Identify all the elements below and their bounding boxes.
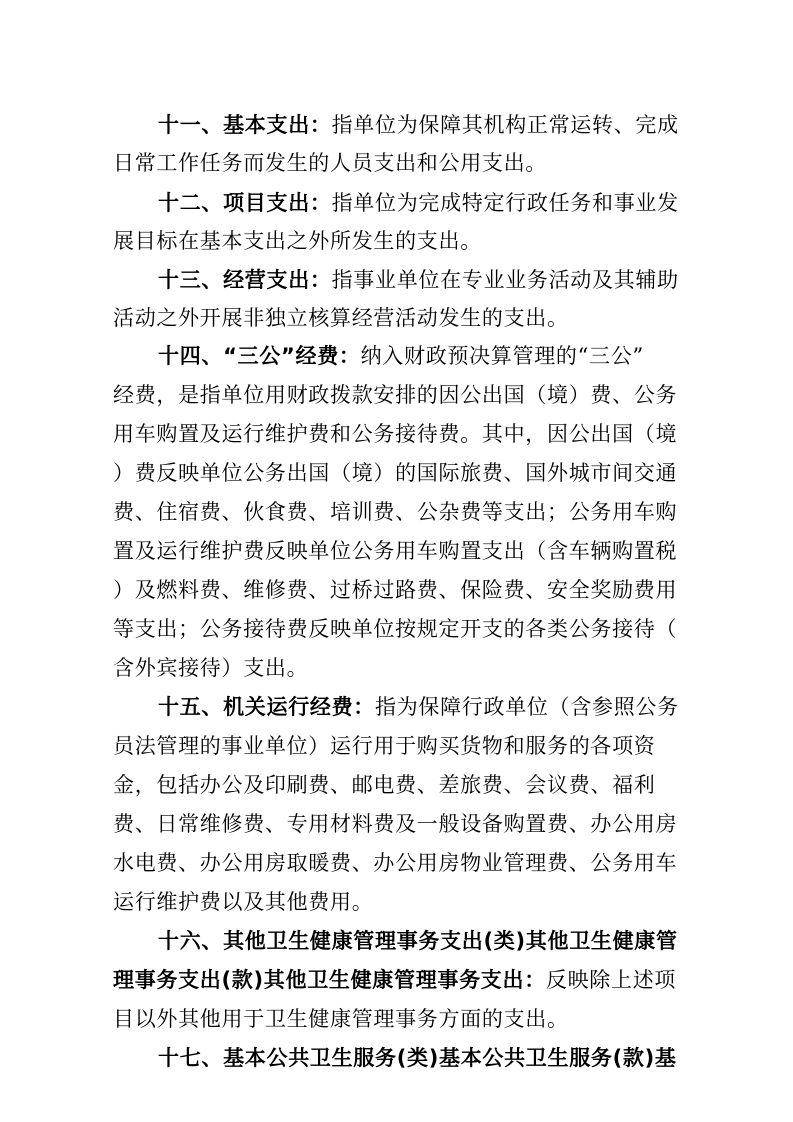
body-text: 指单位为完成特定行政任务和事业发 [331,191,679,215]
section-heading: 十二、项目支出： [158,191,332,215]
text-line [0,495,793,529]
section-heading: 十三、经营支出： [158,268,332,292]
text-line [0,807,793,841]
body-text: ）及燃料费、维修费、过桥过路费、保险费、安全奖励费用 [113,578,678,602]
text-line [0,146,793,180]
section-heading: 十六、其他卫生健康管理事务支出(类)其他卫生健康管 [158,929,678,953]
body-text: 纳入财政预决算管理的“三公” [360,344,644,368]
text-line [0,186,793,220]
text-line [0,924,793,958]
section-heading: 理事务支出(款)其他卫生健康管理事务支出： [113,968,546,992]
body-text: 置及运行维护费反映单位公务用车购置支出（含车辆购置税 [113,539,678,563]
body-text: 展目标在基本支出之外所发生的支出。 [113,229,482,253]
body-text: 员法管理的事业单位）运行用于购买货物和服务的各项资 [113,734,656,758]
body-text: 金，包括办公及印刷费、邮电费、差旅费、会议费、福利 [113,773,656,797]
text-line [0,573,793,607]
body-text: 指为保障行政单位（含参照公务 [375,695,679,719]
text-line [0,224,793,258]
section-heading: 十一、基本支出： [158,113,332,137]
text-line [0,885,793,919]
text-line [0,768,793,802]
body-text: 运行维护费以及其他费用。 [113,890,374,914]
body-text: 活动之外开展非独立核算经营活动发生的支出。 [113,306,569,330]
body-text: 费、住宿费、伙食费、培训费、公杂费等支出；公务用车购 [113,500,678,524]
body-text: 反映除上述项 [545,968,677,992]
section-heading: 十五、机关运行经费： [158,695,375,719]
body-text: 指事业单位在专业业务活动及其辅助 [331,268,679,292]
text-line [0,690,793,724]
text-line [0,963,793,997]
section-heading: 十七、基本公共卫生服务(类)基本公共卫生服务(款)基 [158,1046,677,1070]
section-heading: 十四、“三公”经费： [158,344,361,368]
text-line [0,378,793,412]
body-text: 用车购置及运行维护费和公务接待费。其中，因公出国（境 [113,422,678,446]
body-text: 指单位为保障其机构正常运转、完成 [331,113,679,137]
text-line [0,612,793,646]
body-text: 等支出；公务接待费反映单位按规定开支的各类公务接待（ [113,617,678,641]
text-line [0,534,793,568]
body-text: 经费，是指单位用财政拨款安排的因公出国（境）费、公务 [113,383,678,407]
body-text: 日常工作任务而发生的人员支出和公用支出。 [113,151,547,175]
text-line [0,263,793,297]
body-text: 含外宾接待）支出。 [113,656,309,680]
text-line [0,108,793,142]
text-line [0,417,793,451]
text-line [0,339,793,373]
body-text: ）费反映单位公务出国（境）的国际旅费、国外城市间交通 [113,461,678,485]
body-text: 费、日常维修费、专用材料费及一般设备购置费、办公用房 [113,812,678,836]
text-line [0,846,793,880]
text-line [0,729,793,763]
text-line [0,456,793,490]
text-line [0,651,793,685]
body-text: 水电费、办公用房取暖费、办公用房物业管理费、公务用车 [113,851,678,875]
text-line [0,1041,793,1075]
text-line [0,301,793,335]
body-text: 目以外其他用于卫生健康管理事务方面的支出。 [113,1007,569,1031]
text-line [0,1002,793,1036]
